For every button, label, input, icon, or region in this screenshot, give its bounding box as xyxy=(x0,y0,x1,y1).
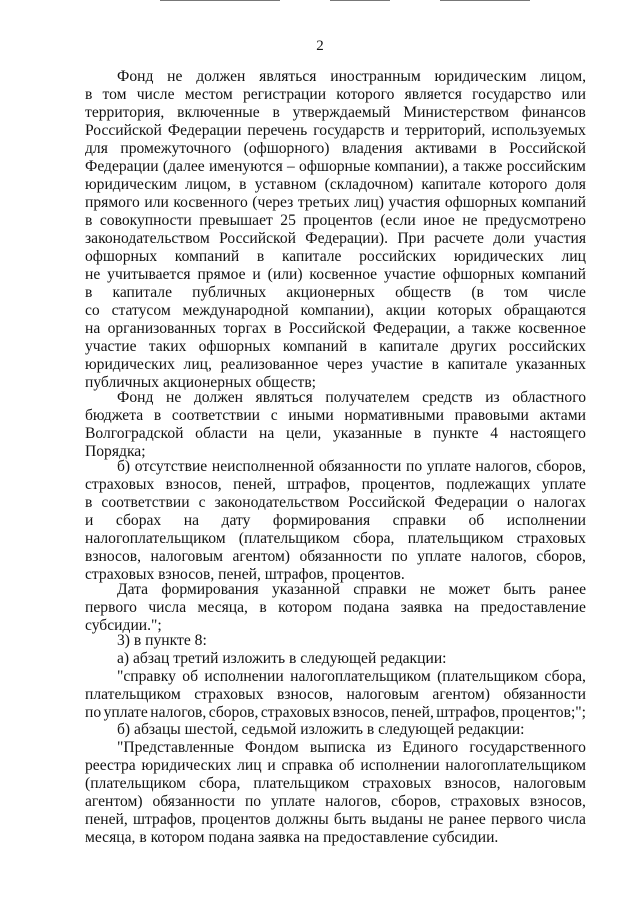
text-line: не учитывается прямое и (или) косвенное участие офшорных компаний xyxy=(85,266,586,283)
text-line: и сборах на дату формирования справки об исполнении xyxy=(85,512,586,529)
text-line: агентом) обязанности по уплате налогов, сборов, страховых взносов, xyxy=(85,793,586,810)
text-line: прямого или косвенного (через третьих лиц) участия офшорных компаний xyxy=(85,194,586,211)
text-line: реестра юридических лиц и справка об исполнении налогоплательщиком xyxy=(85,757,586,774)
page-number: 2 xyxy=(316,38,324,54)
text-line: плательщиком страховых взносов, налоговым агентом) обязанности xyxy=(85,686,586,703)
text-line: участие таких офшорных компаний в капитале других российских xyxy=(85,338,586,355)
text-line: пеней, штрафов, процентов должны быть выданы не ранее первого числа xyxy=(85,811,586,828)
text-line: взносов, налоговым агентом) обязанности по уплате налогов, сборов, xyxy=(85,548,586,565)
text-line: офшорных компаний в капитале российских юридических лиц xyxy=(85,248,586,265)
text-line: на организованных торгах в Российской Федерации, а также косвенное xyxy=(85,320,586,337)
text-line: страховых взносов, пеней, штрафов, процентов, подлежащих уплате xyxy=(85,476,586,493)
text-line: по уплате налогов, сборов, страховых взносов, пеней, штрафов, процентов;"; xyxy=(85,704,586,721)
text-line: (плательщиком сбора, плательщиком страховых взносов, налоговым xyxy=(85,775,586,792)
text-line: месяца, в котором подана заявка на предоставление субсидии. xyxy=(85,829,499,846)
text-line: в капитале публичных акционерных обществ (в том числе xyxy=(85,284,586,301)
text-line: Фонд не должен являться иностранным юридическим лицом, xyxy=(117,68,586,85)
text-line: для промежуточного (офшорного) владения активами в Российской xyxy=(85,140,586,157)
scan-top-marks xyxy=(0,0,640,6)
text-line: в том числе местом регистрации которого является государство или xyxy=(85,86,586,103)
text-line: б) отсутствие неисполненной обязанности по уплате налогов, сборов, xyxy=(117,458,586,475)
text-line: законодательством Российской Федерации). При расчете доли участия xyxy=(85,230,586,247)
text-line: Федерации (далее именуются – офшорные компании), а также российским xyxy=(85,158,586,175)
text-line: страховых взносов, пеней, штрафов, процентов. xyxy=(85,566,405,583)
text-line: территория, включенные в утверждаемый Министерством финансов xyxy=(85,104,586,121)
text-line: Волгоградской области на цели, указанные в пункте 4 настоящего xyxy=(85,425,586,442)
text-line: юридическим лицом, в уставном (складочном) капитале которого доля xyxy=(85,176,586,193)
text-line: в соответствии с законодательством Российской Федерации о налогах xyxy=(85,494,586,511)
text-line: в совокупности превышает 25 процентов (если иное не предусмотрено xyxy=(85,212,586,229)
text-line: Порядка; xyxy=(85,443,146,460)
text-line: со статусом международной компании), акции которых обращаются xyxy=(85,302,586,319)
text-line: публичных акционерных обществ; xyxy=(85,374,317,391)
text-line: "справку об исполнении налогоплательщиком (плательщиком сбора, xyxy=(117,668,586,685)
text-line: юридических лиц, реализованное через участие в капитале указанных xyxy=(85,356,586,373)
text-line: бюджета в соответствии с иными нормативными правовыми актами xyxy=(85,407,586,424)
text-line: первого числа месяца, в котором подана заявка на предоставление xyxy=(85,599,586,616)
text-line: налогоплательщиком (плательщиком сбора, плательщиком страховых xyxy=(85,530,586,547)
text-line: б) абзацы шестой, седьмой изложить в следующей редакции: xyxy=(117,721,525,738)
text-line: а) абзац третий изложить в следующей редакции: xyxy=(117,650,447,667)
text-line: "Представленные Фондом выписка из Единого государственного xyxy=(117,739,586,756)
text-line: Дата формирования указанной справки не может быть ранее xyxy=(117,581,586,598)
text-line: Российской Федерации перечень государств и территорий, используемых xyxy=(85,122,586,139)
text-line: 3) в пункте 8: xyxy=(117,632,207,649)
text-line: Фонд не должен являться получателем средств из областного xyxy=(117,389,586,406)
text-line: субсидии."; xyxy=(85,617,162,634)
